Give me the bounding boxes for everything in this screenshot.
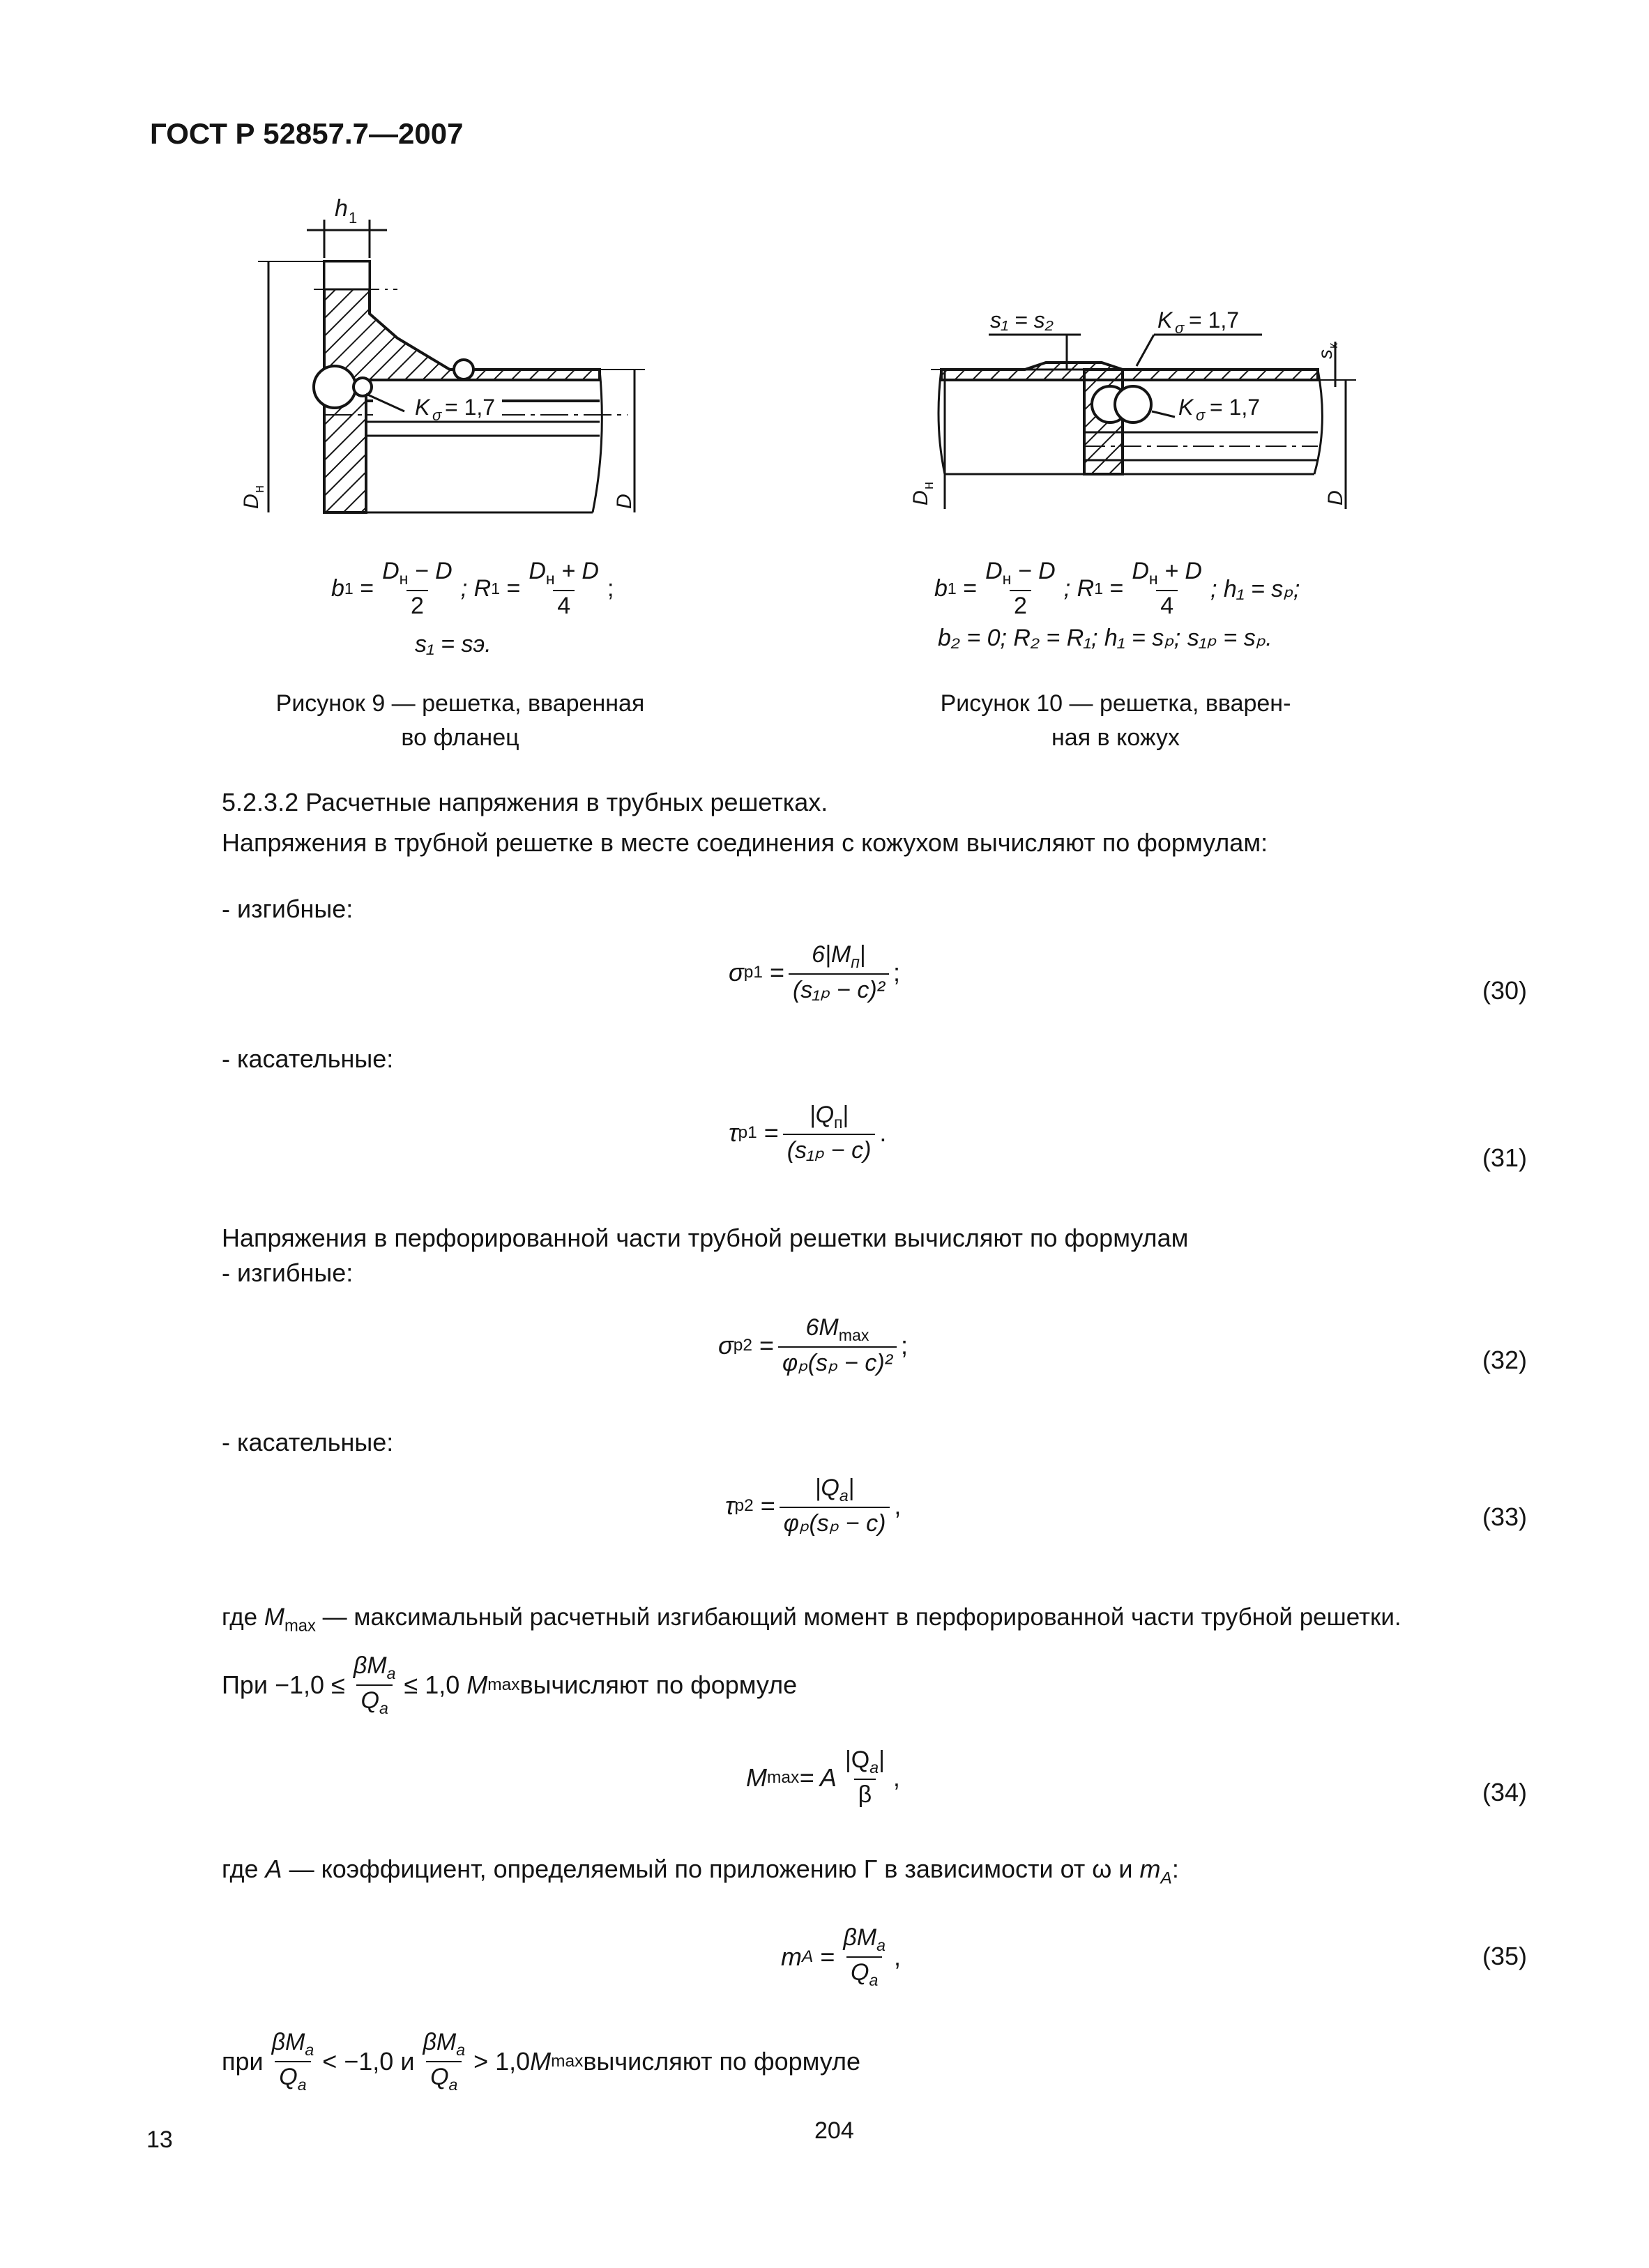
fig9-k-sub: σ (432, 406, 442, 424)
fig10-k-label-2: K (1178, 395, 1194, 420)
shear-label-2: - касательные: (222, 1428, 394, 1456)
equation-35-number: (35) (1482, 1942, 1527, 1970)
equation-30: σ p1 = $\frac{6|M_п|}{\text{(s₁ₚ − c)²}}$ ; (729, 941, 900, 1004)
where-mmax-text: где $M_{max}$ — максимальный расчетный изгибающий момент в перфорированной части трубной решетки. (222, 1604, 1401, 1636)
equation-34: M max = A $\frac{|Q_a|}{\beta}$ , (746, 1746, 900, 1809)
equation-32-number: (32) (1482, 1346, 1527, 1374)
fig9-dn-label: D (240, 494, 263, 509)
where-a-text: где A — коэффициент, определяемый по приложению Г в зависимости от ω и $m_A$: (222, 1855, 1179, 1888)
equation-30-number: (30) (1482, 976, 1527, 1005)
equation-34-number: (34) (1482, 1778, 1527, 1806)
page-number-center: 204 (814, 2117, 854, 2144)
equation-33: τ p2 = $\frac{|Q_a|}{\text{φₚ(sₚ − c)}}$ , (725, 1475, 902, 1537)
fig10-sk-sub: к (1326, 343, 1340, 349)
condition-line-1: При −1,0 ≤ $\frac{\beta M_a}{Q_a}$ ≤ 1,0 M max вычисляют по формуле (222, 1652, 798, 1718)
fig10-d-label: D (1324, 490, 1347, 505)
fig9-k-label: K (415, 395, 430, 420)
equation-31: τ p1 = $\frac{|Q_п|}{\text{(s₁ₚ − c)}}$ . (729, 1102, 887, 1164)
bending-label-2: - изгибные: (222, 1258, 354, 1287)
equation-35: m A = $\frac{\beta M_a}{Q_a}$ , (781, 1924, 901, 1990)
fig9-d-label: D (613, 494, 636, 509)
fig10-k-label: K (1157, 307, 1173, 333)
fig9-dn-sub: н (252, 485, 267, 493)
perforated-text: Напряжения в перфорированной части трубной решетки вычисляют по формулам (222, 1224, 1189, 1252)
fig10-s1s2-label: s₁ = s₂ (990, 307, 1054, 333)
fig10-sk-label: s (1314, 349, 1336, 359)
fig9-k-value: = 1,7 (445, 395, 496, 420)
fig10-dn-label: D (909, 490, 932, 505)
fig9-h1-sub: 1 (349, 209, 358, 227)
figure-10-drawing (909, 300, 1360, 530)
fig10-formula-line1: b 1 = $\frac{D_н - D}{2}$ ; R 1 = $\frac{D_н + D}{4}$ ; h₁ = sₚ; (934, 558, 1300, 620)
section-heading: 5.2.3.2 Расчетные напряжения в трубных решетках. (222, 788, 828, 816)
fig10-k-sub: σ (1175, 319, 1185, 337)
intro-text: Напряжения в трубной решетке в месте соединения с кожухом вычисляют по формулам: (222, 828, 1268, 857)
figure-9-drawing (237, 192, 669, 526)
bending-label-1: - изгибные: (222, 895, 354, 923)
fig9-formula-line2: s₁ = sэ. (415, 631, 492, 657)
fig10-k-value: = 1,7 (1189, 307, 1240, 333)
fig10-dn-sub: н (921, 481, 936, 489)
fig10-formula-line2: b₂ = 0; R₂ = R₁; h₁ = sₚ; s₁ₚ = sₚ. (938, 625, 1272, 651)
fig10-k-sub-2: σ (1196, 406, 1206, 424)
fig9-b1: b (331, 575, 344, 602)
condition-line-2: при $\frac{\beta M_a}{Q_a}$ < −1,0 и $\frac{\beta M_a}{Q_a}$ > 1,0 M max вычисляют по формуле (222, 2029, 861, 2094)
shear-label-1: - касательные: (222, 1044, 394, 1073)
equation-32: σ p2 = $\frac{6M_{max}}{\text{φₚ(sₚ − c)²}}$ ; (718, 1314, 908, 1377)
equation-31-number: (31) (1482, 1143, 1527, 1172)
fig9-formula-line1: b 1 = $\frac{D_н - D}{2}$ ; R 1 = $\frac{D_н + D}{4}$ ; (331, 558, 614, 620)
equation-33-number: (33) (1482, 1502, 1527, 1531)
fig10-k-value-2: = 1,7 (1210, 395, 1261, 420)
figure-10-caption: Рисунок 10 — решетка, вварен- ная в кожух (940, 690, 1291, 752)
page-number-left: 13 (146, 2126, 173, 2153)
fig9-h1-label: h (335, 195, 348, 222)
figure-9-caption: Рисунок 9 — решетка, вваренная во фланец (275, 690, 645, 752)
document-header: ГОСТ Р 52857.7—2007 (150, 117, 464, 150)
